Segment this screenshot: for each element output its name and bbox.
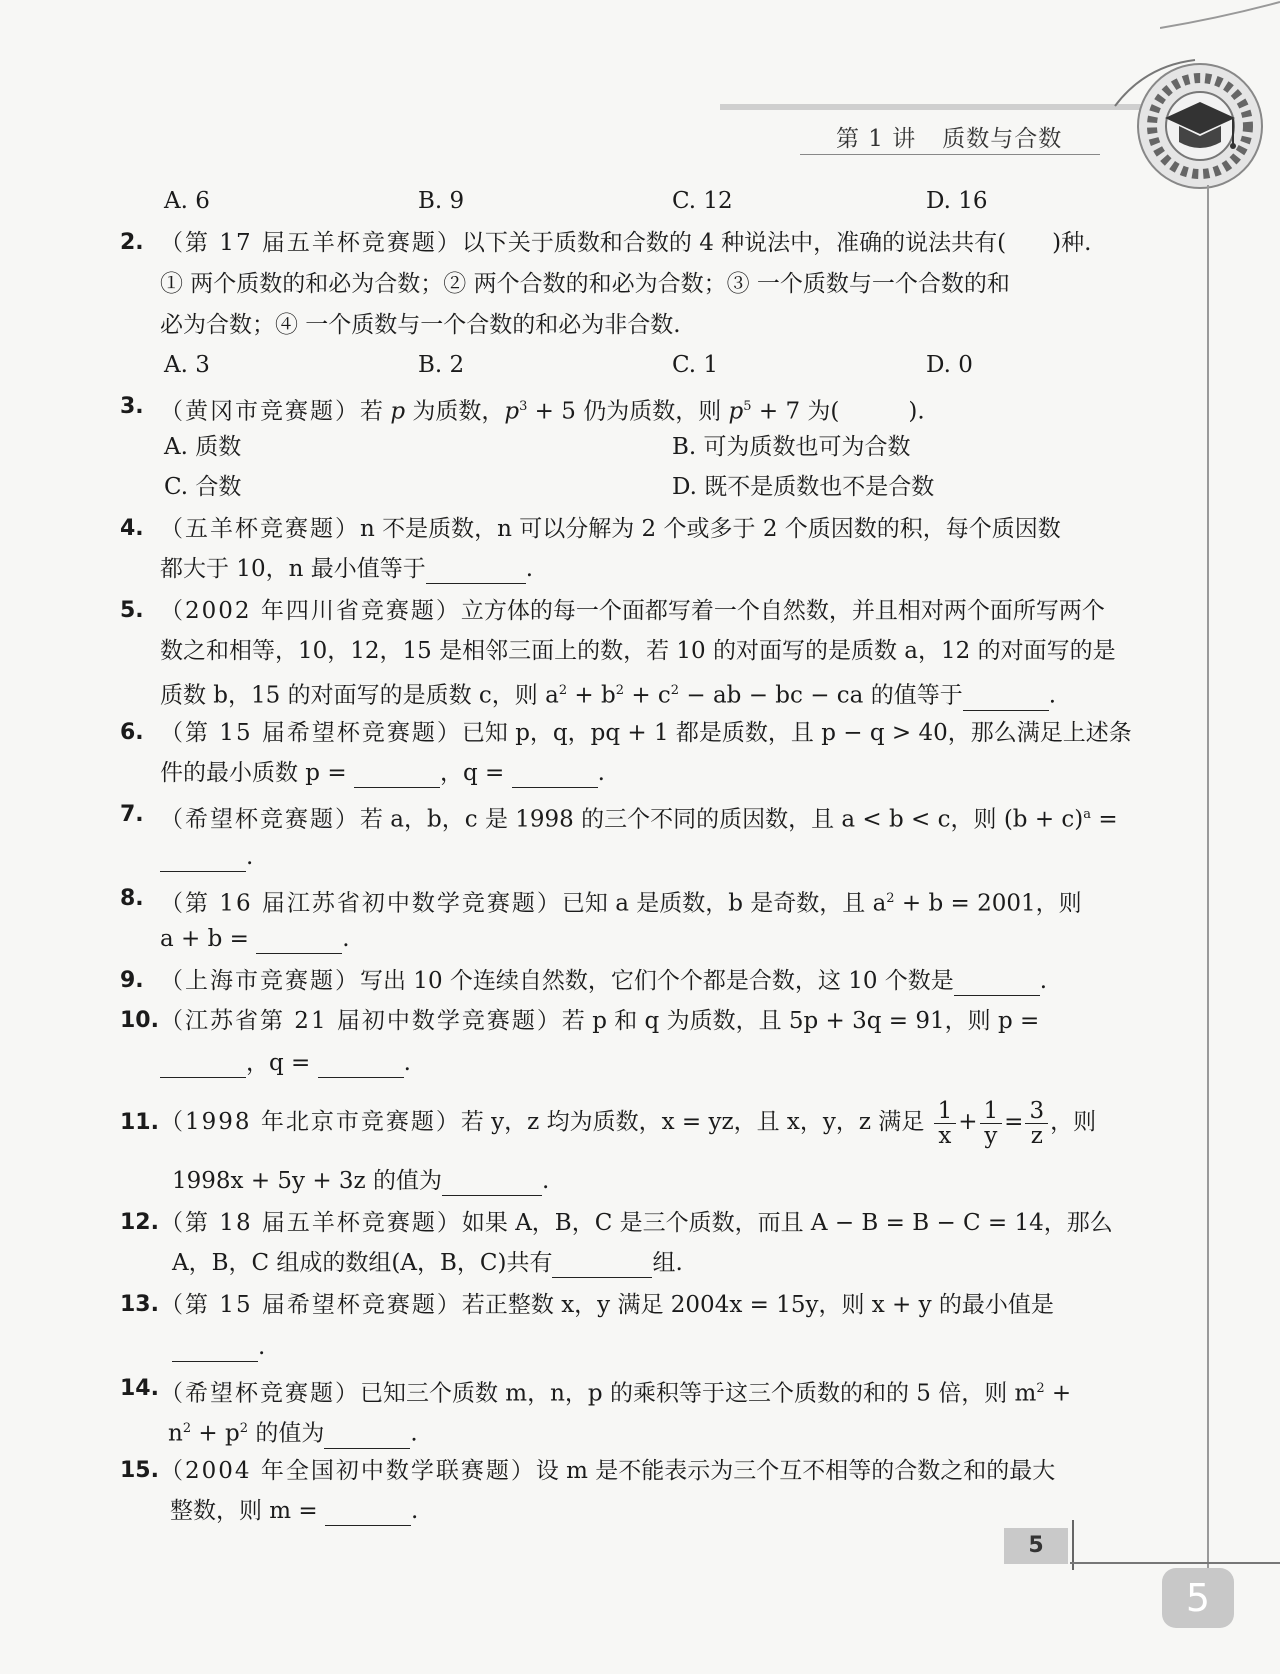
q12-number: 12.	[120, 1210, 159, 1235]
q6-number: 6.	[120, 720, 144, 745]
fraction: $\frac{3}{z}$	[1025, 1099, 1048, 1148]
answer-blank[interactable]	[318, 1055, 404, 1078]
footer-rule	[1070, 1562, 1280, 1564]
q2-line-2: ① 两个质数的和必为合数；② 两个合数的和必为合数；③ 一个质数与一个合数的和	[160, 271, 1010, 297]
page-indicator-badge[interactable]: 5	[1162, 1568, 1234, 1628]
q2-number: 2.	[120, 230, 144, 255]
q11-line-2: 1998x + 5y + 3z 的值为 .	[172, 1168, 550, 1194]
header-band	[720, 104, 1160, 110]
answer-blank[interactable]	[325, 1503, 411, 1526]
q5-line-2: 数之和相等，10，12，15 是相邻三面上的数，若 10 的对面写的是质数 a，12 的对面写的是	[160, 638, 1116, 664]
q7-line-2: .	[160, 842, 253, 872]
q1-option-c: C. 12	[672, 188, 733, 214]
q8-line-2: a + b = .	[160, 926, 350, 952]
q8-line-1: （第 16 届江苏省初中数学竞赛题）已知 a 是质数，b 是奇数，且 $a^2 + b = 2001$，则	[160, 890, 1082, 917]
q1-option-a: A. 6	[164, 188, 210, 214]
q13-line-1: （第 15 届希望杯竞赛题）若正整数 x，y 满足 2004x = 15y，则 x + y 的最小值是	[160, 1292, 1054, 1318]
q2-text-1: 以下关于质数和合数的 4 种说法中，准确的说法共有( )种.	[461, 230, 1092, 256]
q12-line-2: A，B，C 组成的数组(A，B，C)共有 组.	[172, 1250, 683, 1276]
q12-line-1: （第 18 届五羊杯竞赛题）如果 A，B，C 是三个质数，而且 A − B = B − C = 14，那么	[160, 1210, 1113, 1236]
answer-blank[interactable]	[963, 688, 1049, 711]
answer-blank[interactable]	[512, 765, 598, 788]
q3-option-b: B. 可为质数也可为合数	[672, 434, 911, 460]
q3-number: 3.	[120, 394, 144, 419]
page-number: 5	[1004, 1528, 1068, 1564]
q2-option-d: D. 0	[926, 352, 973, 378]
q14-line-2: $n^2 + p^2$ 的值为 .	[168, 1420, 418, 1447]
header-rule	[800, 154, 1100, 155]
q6-line-1: （第 15 届希望杯竞赛题）已知 p，q，pq + 1 都是质数，且 p − q > 40，那么满足上述条	[160, 720, 1132, 746]
corner-decoration	[1160, 0, 1280, 50]
margin-rule	[1207, 185, 1209, 1585]
q7-number: 7.	[120, 802, 144, 827]
q13-number: 13.	[120, 1292, 159, 1317]
answer-blank[interactable]	[160, 1055, 246, 1078]
q7-line-1: （希望杯竞赛题）若 a，b，c 是 1998 的三个不同的质因数，且 a < b < c，则 $(b + c)^a$ =	[160, 806, 1118, 833]
lecture-number: 第 1 讲	[836, 126, 917, 152]
q5-line-1: （2002 年四川省竞赛题）立方体的每一个面都写着一个自然数，并且相对两个面所写两个	[160, 598, 1105, 624]
q2-option-b: B. 2	[418, 352, 465, 378]
q6-line-2: 件的最小质数 p = ，q = .	[160, 760, 605, 786]
q5-line-3: 质数 b，15 的对面写的是质数 c，则 $a^2 + b^2 + c^2$ − ab − bc − ca 的值等于 .	[160, 682, 1057, 709]
answer-blank[interactable]	[954, 973, 1040, 996]
q10-line-2: ，q = .	[160, 1048, 411, 1078]
q2-line-1	[160, 228, 1091, 258]
q15-number: 15.	[120, 1458, 159, 1483]
graduation-cap-emblem-icon	[1105, 46, 1265, 196]
q1-option-d: D. 16	[926, 188, 988, 214]
q3-option-c: C. 合数	[164, 474, 242, 500]
q4-line-1: （五羊杯竞赛题）n 不是质数，n 可以分解为 2 个或多于 2 个质因数的积，每个质因数	[160, 516, 1061, 542]
q9-line-1: （上海市竞赛题）写出 10 个连续自然数，它们个个都是合数，这 10 个数是 .	[160, 968, 1048, 994]
q2-line-3: 必为合数；④ 一个质数与一个合数的和必为非合数.	[160, 312, 681, 338]
q3-option-a: A. 质数	[164, 434, 242, 460]
q1-option-b: B. 9	[418, 188, 465, 214]
q4-number: 4.	[120, 516, 144, 541]
answer-blank[interactable]	[552, 1255, 652, 1278]
answer-blank[interactable]	[324, 1426, 410, 1449]
answer-blank[interactable]	[256, 931, 342, 954]
q13-line-2: .	[172, 1332, 265, 1362]
q3-line-1: （黄冈市竞赛题）若 p 为质数，$p^3 + 5$ 仍为质数，则 $p^5 + 7$ 为( ).	[160, 398, 925, 425]
q10-number: 10.	[120, 1008, 159, 1033]
q10-line-1: （江苏省第 21 届初中数学竞赛题）若 p 和 q 为质数，且 5p + 3q = 91，则 p =	[160, 1008, 1040, 1034]
answer-blank[interactable]	[426, 561, 526, 584]
lecture-topic: 质数与合数	[942, 126, 1063, 152]
q2-source: （第 17 届五羊杯竞赛题）	[160, 230, 462, 256]
q4-line-2: 都大于 10，n 最小值等于 .	[160, 556, 534, 582]
fraction: $\frac{1}{x}$	[934, 1099, 957, 1148]
q8-number: 8.	[120, 886, 144, 911]
answer-blank[interactable]	[442, 1173, 542, 1196]
q9-number: 9.	[120, 968, 144, 993]
answer-blank[interactable]	[354, 765, 440, 788]
q11-number: 11.	[120, 1110, 159, 1135]
q2-option-c: C. 1	[672, 352, 719, 378]
q5-number: 5.	[120, 598, 144, 623]
answer-blank[interactable]	[172, 1339, 258, 1362]
q15-line-2: 整数，则 m = .	[170, 1498, 419, 1524]
q3-option-d: D. 既不是质数也不是合数	[672, 474, 935, 500]
q14-number: 14.	[120, 1376, 159, 1401]
q2-option-a: A. 3	[164, 352, 210, 378]
q15-line-1: （2004 年全国初中数学联赛题）设 m 是不能表示为三个互不相等的合数之和的最大	[160, 1458, 1056, 1484]
chapter-title	[836, 120, 1062, 153]
q14-line-1: （希望杯竞赛题）已知三个质数 m，n，p 的乘积等于这三个质数的和的 5 倍，则 $m^2$ +	[160, 1380, 1072, 1407]
fraction: $\frac{1}{y}$	[980, 1099, 1003, 1148]
answer-blank[interactable]	[160, 849, 246, 872]
q11-line-1: （1998 年北京市竞赛题）若 y，z 均为质数，x = yz，且 x，y，z 满足 $\frac{1}{x}$ + $\frac{1}{y}$ = $\frac{3}{z}$ ，则	[160, 1097, 1097, 1149]
